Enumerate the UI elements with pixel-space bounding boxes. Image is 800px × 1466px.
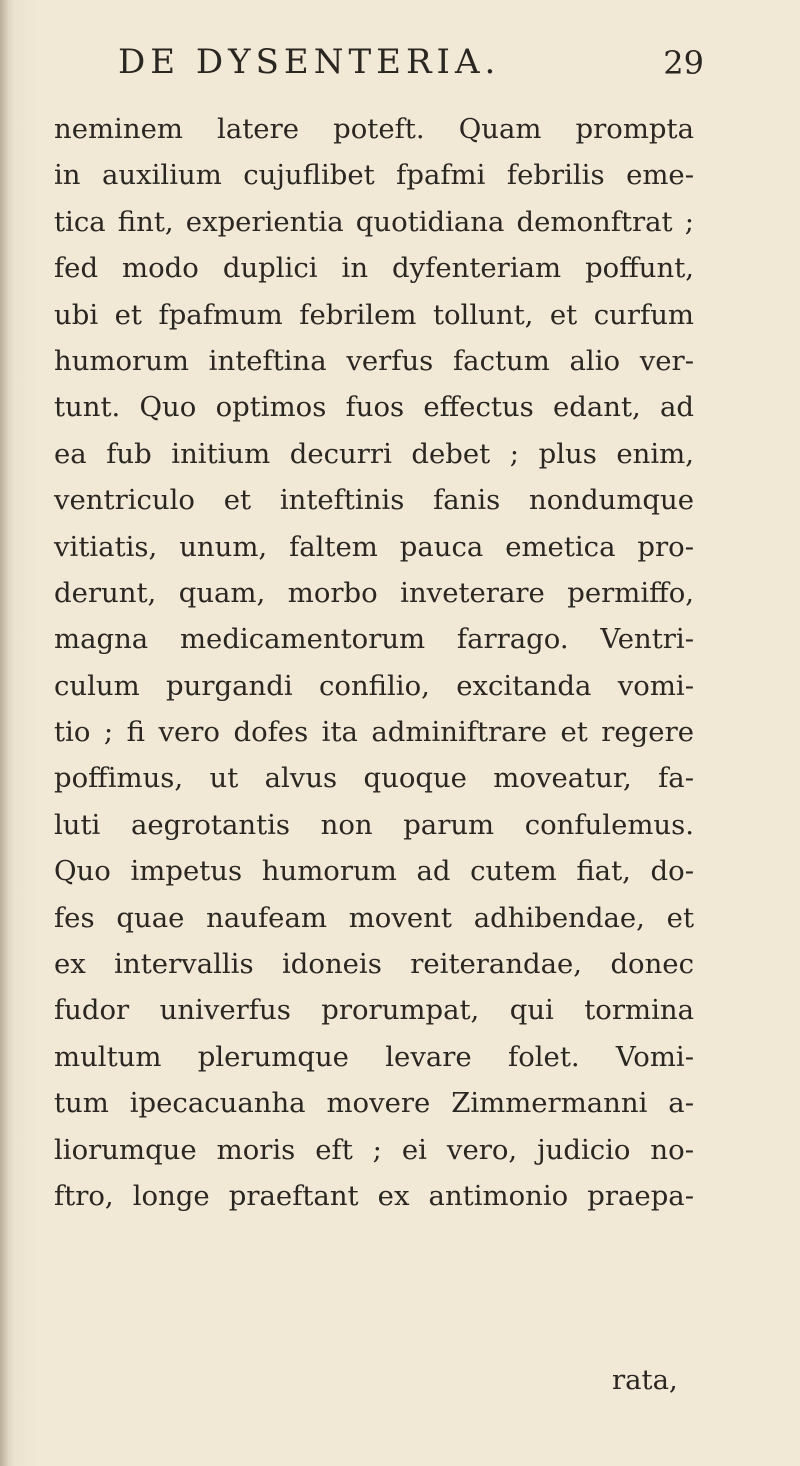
text-line: in auxilium cujuflibet fpafmi febrilis eme- xyxy=(54,159,694,192)
page-number: 29 xyxy=(663,44,704,82)
text-line: tum ipecacuanha movere Zimmermanni a- xyxy=(54,1087,694,1120)
text-line: humorum inteftina verfus factum alio ver- xyxy=(54,344,694,377)
text-line: tio ; fi vero dofes ita adminiftrare et regere xyxy=(54,716,694,749)
text-line: fes quae naufeam movent adhibendae, et xyxy=(54,901,694,934)
page-header xyxy=(118,42,704,92)
text-line: liorumque moris eft ; ei vero, judicio no- xyxy=(54,1133,694,1166)
running-title: DE DYSENTERIA. xyxy=(118,42,501,82)
text-line: tunt. Quo optimos fuos effectus edant, ad xyxy=(54,391,694,424)
text-line: fudor univerfus prorumpat, qui tormina xyxy=(54,994,694,1027)
page-gutter xyxy=(0,0,10,1466)
text-line: ea fub initium decurri debet ; plus enim, xyxy=(54,437,694,470)
catchword: rata, xyxy=(612,1364,678,1396)
text-line: multum plerumque levare folet. Vomi- xyxy=(54,1040,694,1073)
text-line: neminem latere poteft. Quam prompta xyxy=(54,113,694,145)
text-line: vitiatis, unum, faltem pauca emetica pro- xyxy=(54,530,694,563)
text-line: ubi et fpafmum febrilem tollunt, et curfum xyxy=(54,298,694,331)
body-text xyxy=(54,106,694,1219)
text-line: tica fint, experientia quotidiana demonftrat ; xyxy=(54,205,694,238)
text-line: luti aegrotantis non parum confulemus. xyxy=(54,808,694,841)
text-line: poffimus, ut alvus quoque moveatur, fa- xyxy=(54,762,694,795)
text-line: derunt, quam, morbo inveterare permiffo, xyxy=(54,576,694,609)
text-line: ventriculo et inteftinis fanis nondumque xyxy=(54,484,694,517)
text-line: fed modo duplici in dyfenteriam poffunt, xyxy=(54,252,694,285)
text-line: ftro, longe praeftant ex antimonio praepa- xyxy=(54,1179,694,1212)
text-line: Quo impetus humorum ad cutem fiat, do- xyxy=(54,855,694,888)
text-line: culum purgandi confilio, excitanda vomi- xyxy=(54,669,694,702)
text-line: magna medicamentorum farrago. Ventri- xyxy=(54,623,694,656)
text-line: ex intervallis idoneis reiterandae, donec xyxy=(54,948,694,981)
